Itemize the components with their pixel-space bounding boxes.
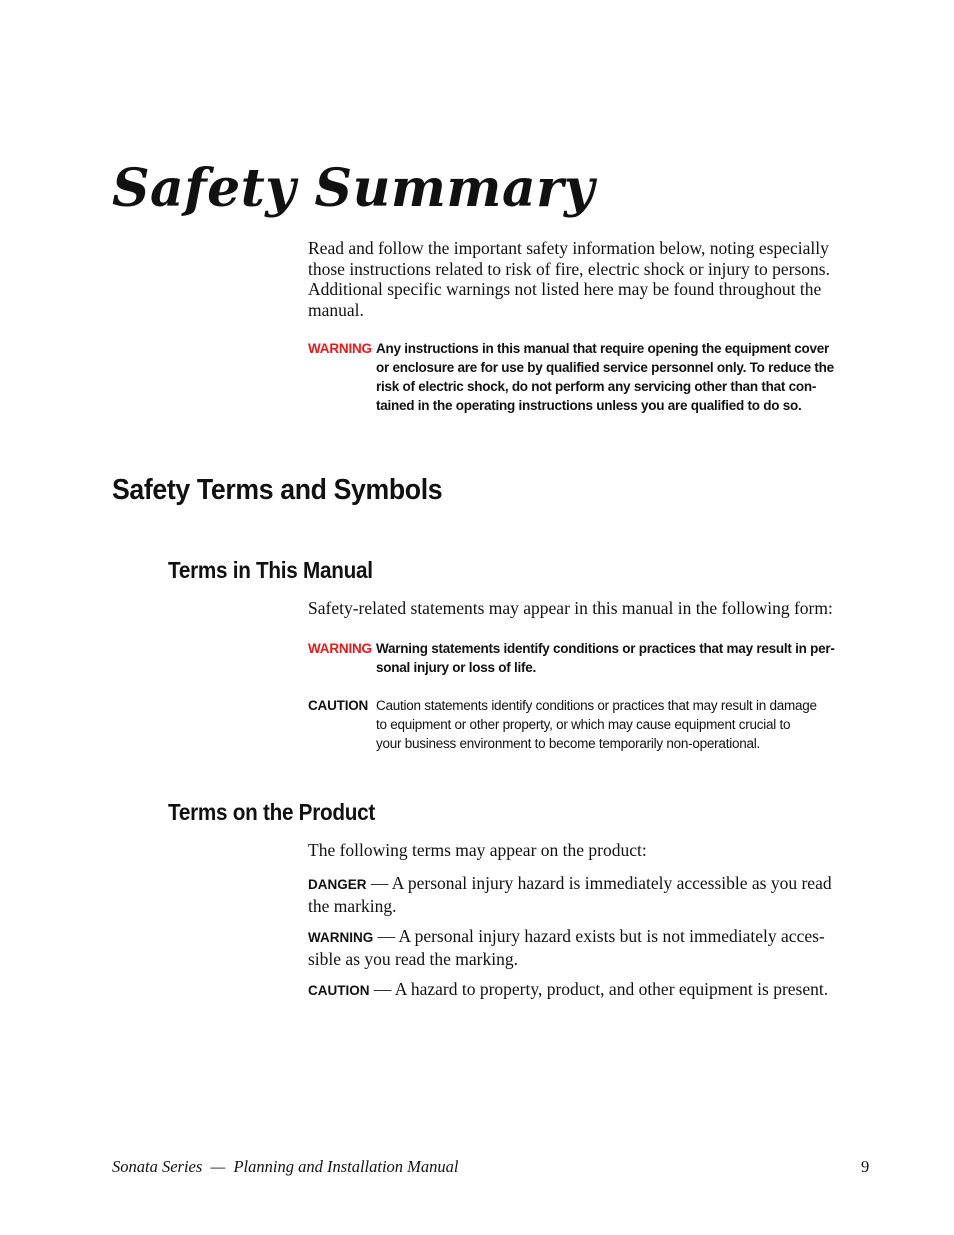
term-description: — A personal injury hazard is immediately accessible as you read [366, 873, 832, 893]
warning-line: Any instructions in this manual that require opening the equipment cover [376, 341, 830, 356]
subsection-heading-terms-manual: Terms in This Manual [168, 557, 373, 583]
caution-text [376, 696, 817, 753]
intro-line: manual. [308, 299, 364, 320]
term-description: — A hazard to property, product, and other equipment is present. [369, 979, 829, 999]
caution-line: your business environment to become temporarily non-operational. [376, 736, 760, 751]
warning-text [376, 639, 835, 677]
term-line [308, 979, 828, 1002]
footer-title: Sonata Series — Planning and Installation Manual [112, 1157, 459, 1176]
caution-label: CAUTION [308, 698, 369, 713]
warning-line: Warning statements identify conditions or practices that may result in per- [376, 641, 835, 656]
page-number: 9 [861, 1157, 870, 1176]
warning-line: or enclosure are for use by qualified service personnel only. To reduce the [376, 360, 834, 375]
term-entry-warning [308, 926, 825, 969]
term-line [308, 873, 832, 896]
term-label: CAUTION [308, 983, 370, 998]
term-description: — A personal injury hazard exists but is not immediately acces- [373, 926, 825, 946]
term-line: the marking. [308, 895, 397, 916]
warning-line: sonal injury or loss of life. [376, 660, 537, 675]
section-heading: Safety Terms and Symbols [112, 474, 443, 506]
term-entry-danger [308, 873, 832, 916]
intro-line: Read and follow the important safety information below, noting especially [308, 238, 829, 258]
intro-line: Additional specific warnings not listed here may be found throughout the [308, 279, 822, 299]
intro-line: those instructions related to risk of fire, electric shock or injury to persons. [308, 258, 830, 279]
caution-line: to equipment or other property, or which may cause equipment crucial to [376, 717, 791, 732]
terms-manual-intro: Safety-related statements may appear in this manual in the following form: [308, 598, 833, 618]
term-label: DANGER [308, 877, 367, 892]
caution-line: Caution statements identify conditions or practices that may result in damage [376, 698, 817, 713]
subsection-heading-terms-product: Terms on the Product [168, 799, 375, 825]
term-line: sible as you read the marking. [308, 948, 518, 969]
warning-label: WARNING [308, 641, 372, 656]
warning-line: tained in the operating instructions unless you are qualified to do so. [376, 398, 802, 413]
warning-text [376, 339, 834, 415]
warning-line: risk of electric shock, do not perform any servicing other than that con- [376, 379, 817, 394]
warning-label: WARNING [308, 341, 372, 356]
page-title: Safety Summary [112, 158, 595, 219]
intro-paragraph [308, 238, 830, 320]
term-label: WARNING [308, 930, 374, 945]
term-entry-caution [308, 979, 828, 1002]
terms-product-intro: The following terms may appear on the product: [308, 840, 647, 860]
term-line [308, 926, 825, 949]
